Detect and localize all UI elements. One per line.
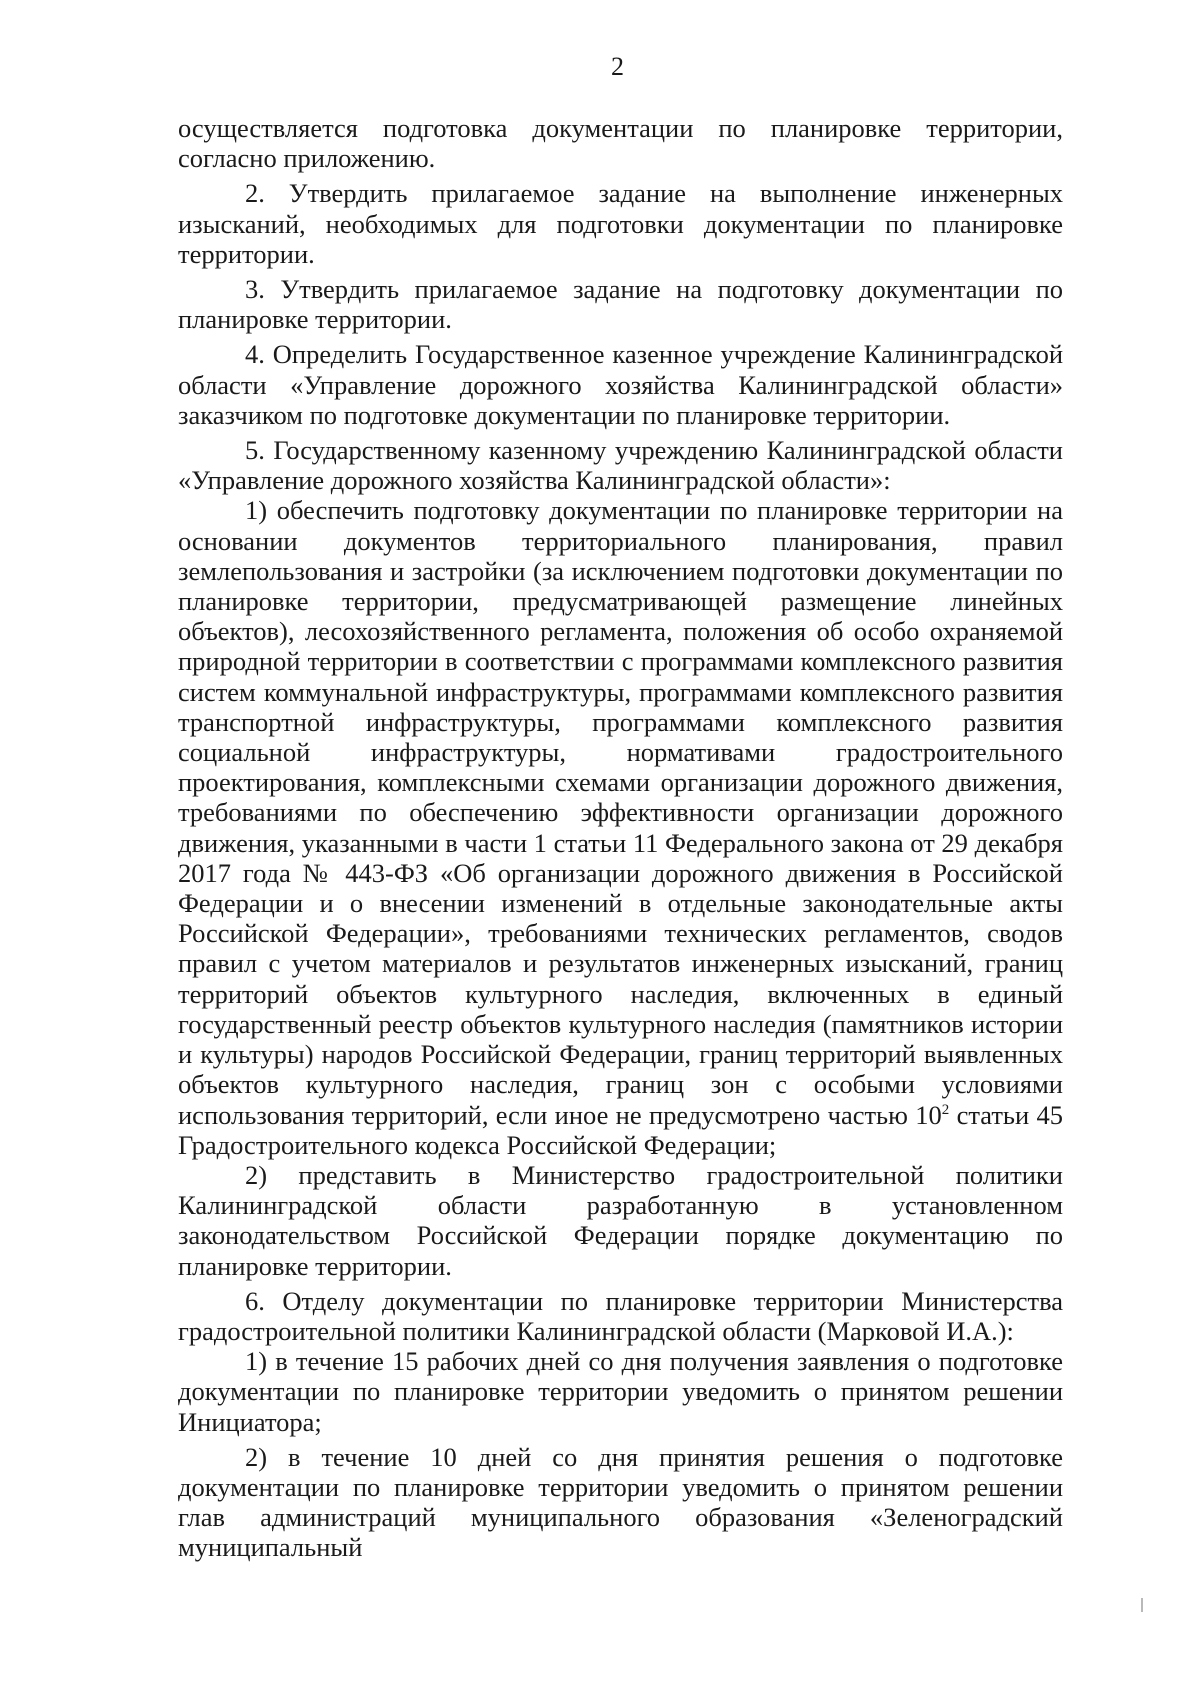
- paragraph-continuation: осуществляется подготовка документации по планировке территории, согласно приложению.: [178, 113, 1063, 174]
- scan-artifact-mark: [1141, 1598, 1143, 1612]
- paragraph-item-6-1: 1) в течение 15 рабочих дней со дня получения заявления о подготовке документации по планировке территории уведомить о принятом решении Инициатора;: [178, 1346, 1063, 1437]
- paragraph-item-2: 2. Утвердить прилагаемое задание на выполнение инженерных изысканий, необходимых для подготовки документации по планировке территории.: [178, 178, 1063, 269]
- document-body: [178, 113, 1063, 1568]
- paragraph-item-6: 6. Отделу документации по планировке территории Министерства градостроительной политики Калининградской области (Марковой И.А.):: [178, 1285, 1063, 1346]
- paragraph-item-5: 5. Государственному казенному учреждению Калининградской области «Управление дорожного хозяйства Калининградской области»:: [178, 435, 1063, 496]
- paragraph-item-3: 3. Утвердить прилагаемое задание на подготовку документации по планировке территории.: [178, 274, 1063, 335]
- paragraph-item-5-2: 2) представить в Министерство градостроительной политики Калининградской области разработанную в установленном законодательством Российской Федерации порядке документацию по планировке территории.: [178, 1159, 1063, 1281]
- paragraph-item-5-1-text: 1) обеспечить подготовку документации по планировке территории на основании документов территориального планирования, правил землепользования и застройки (за исключением подготовки документации по планировке территории, предусматривающей размещение линейных объектов), лесохозяйственного регламента, положения об особо охраняемой природной территории в соответствии с программами комплексного развития систем коммунальной инфраструктуры, программами комплексного развития транспортной инфраструктуры, программами комплексного развития социальной инфраструктуры, нормативами градостроительного проектирования, комплексными схемами организации дорожного движения, требованиями по обеспечению эффективности организации дорожного движения, указанными в части 1 статьи 11 Федерального закона от 29 декабря 2017 года № 443-ФЗ «Об организации дорожного движения в Российской Федерации и о внесении изменений в отдельные законодательные акты Российской Федерации», требованиями технических регламентов, сводов правил с учетом материалов и результатов инженерных изысканий, границ территорий объектов культурного наследия, включенных в единый государственный реестр объектов культурного наследия (памятников истории и культуры) народов Российской Федерации, границ территорий выявленных объектов культурного наследия, границ зон с особыми условиями использования территорий, если иное не предусмотрено частью 10: [178, 495, 1063, 1130]
- page-number: 2: [611, 52, 624, 81]
- superscript-2: 2: [941, 1101, 950, 1118]
- paragraph-item-6-2: 2) в течение 10 дней со дня принятия решения о подготовке документации по планировке территории уведомить о принятом решении глав администраций муниципального образования «Зеленоградский муниципальный: [178, 1441, 1063, 1563]
- paragraph-item-5-1: [178, 495, 1063, 1159]
- paragraph-item-4: 4. Определить Государственное казенное учреждение Калининградской области «Управление дорожного хозяйства Калининградской области» заказчиком по подготовке документации по планировке территории.: [178, 339, 1063, 430]
- paragraph-item-5-1-tail: статьи 45 Градостроительного кодекса Российской Федерации;: [178, 1099, 1063, 1160]
